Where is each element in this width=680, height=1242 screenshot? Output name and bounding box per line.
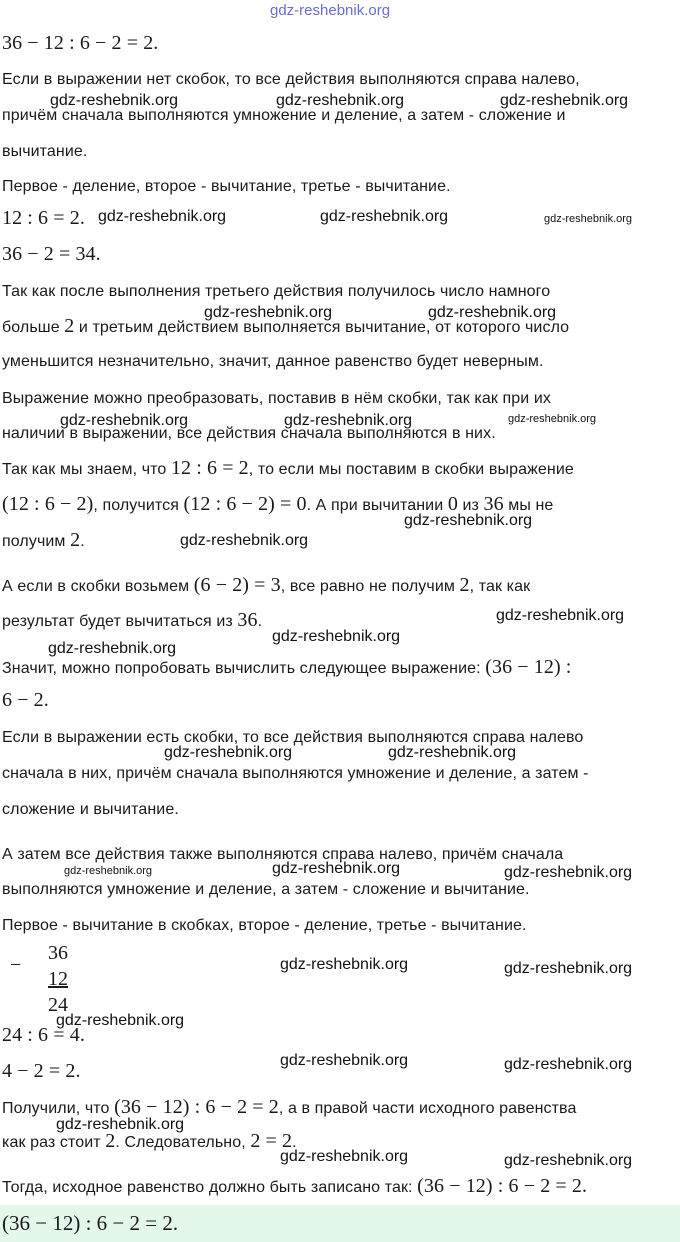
step-division: 12 : 6 = 2. (2, 207, 85, 229)
paragraph-line (2, 458, 574, 480)
column-minuend: 36 (48, 942, 68, 964)
watermark[interactable]: gdz-reshebnik.org (56, 1012, 185, 1029)
watermark[interactable]: gdz-reshebnik.org (180, 532, 309, 549)
text-fragment: как раз стоит (2, 1134, 106, 1151)
paragraph-line: уменьшится незначительно, значит, данное равенство будет неверным. (2, 353, 544, 370)
watermark[interactable]: gdz-reshebnik.org (60, 412, 189, 429)
watermark[interactable]: gdz-reshebnik.org (280, 1052, 409, 1069)
watermark[interactable]: gdz-reshebnik.org (48, 640, 177, 657)
paragraph-line: причём сначала выполняются умножение и деление, а затем - сложение и (2, 107, 566, 124)
paragraph-line (2, 1131, 297, 1153)
watermark[interactable]: gdz-reshebnik.org (504, 864, 633, 881)
paragraph-line (2, 575, 530, 597)
math-inline: 2 (70, 529, 81, 551)
watermark[interactable]: gdz-reshebnik.org (500, 92, 629, 109)
text-fragment: . (80, 533, 85, 550)
math-inline: (12 : 6 − 2) (2, 493, 94, 515)
watermark[interactable]: gdz-reshebnik.org (204, 304, 333, 321)
math-inline: 12 : 6 = 2 (170, 457, 249, 479)
answer-expression: (36 − 12) : 6 − 2 = 2. (2, 1211, 179, 1235)
text-fragment: и третьим действием выполняется вычитание, от которого число (74, 319, 570, 336)
watermark[interactable]: gdz-reshebnik.org (496, 607, 625, 624)
text-fragment: . (257, 613, 263, 630)
text-fragment: из (457, 497, 484, 514)
watermark[interactable]: gdz-reshebnik.org (504, 1056, 633, 1073)
paragraph-line: Первое - деление, второе - вычитание, третье - вычитание. (2, 178, 451, 195)
column-result: 24 (48, 994, 68, 1016)
watermark[interactable]: gdz-reshebnik.org (320, 208, 449, 225)
watermark[interactable]: gdz-reshebnik.org (272, 860, 401, 877)
text-fragment: Тогда, исходное равенство должно быть записано так: (2, 1179, 418, 1196)
paragraph-line (2, 657, 571, 679)
paragraph-line: сложение и вычитание. (2, 801, 179, 818)
paragraph-line: Выражение можно преобразовать, поставив в нём скобки, так как при их (2, 390, 551, 407)
text-fragment: больше (2, 319, 65, 336)
math-inline: (6 − 2) = 3 (193, 574, 281, 596)
text-fragment: Значит, можно попробовать вычислить следующее выражение: (2, 660, 486, 677)
text-fragment: , все равно не получим (280, 578, 460, 595)
paragraph-line: Первое - вычитание в скобках, второе - деление, третье - вычитание. (2, 917, 527, 934)
watermark[interactable]: gdz-reshebnik.org (276, 92, 405, 109)
text-fragment: мы не (503, 497, 554, 514)
text-fragment: результат будет вычитаться из (2, 613, 238, 630)
math-inline: 2 (459, 574, 470, 596)
watermark[interactable]: gdz-reshebnik.org (50, 92, 179, 109)
watermark[interactable]: gdz-reshebnik.org (504, 1152, 633, 1169)
text-fragment: Получили, что (2, 1100, 115, 1117)
paragraph-line: Так как после выполнения третьего действия получилось число намного (2, 283, 551, 300)
paragraph-line: сначала в них, причём сначала выполняются умножение и деление, а затем - (2, 765, 589, 782)
math-inline: (36 − 12) : 6 − 2 = 2 (114, 1096, 279, 1118)
watermark[interactable]: gdz-reshebnik.org (98, 208, 227, 225)
watermark-top[interactable]: gdz-reshebnik.org (270, 2, 391, 19)
step-subtraction: 36 − 2 = 34. (2, 243, 101, 265)
text-fragment: . А при вычитании (306, 497, 448, 514)
column-minus-sign: − (10, 954, 22, 976)
paragraph-line: выполняются умножение и деление, а затем - сложение и вычитание. (2, 881, 530, 898)
math-inline: 2 = 2 (250, 1130, 293, 1152)
paragraph-line: А затем все действия также выполняются справа налево, причём сначала (2, 846, 564, 863)
paragraph-line (2, 530, 85, 552)
watermark[interactable]: gdz-reshebnik.org (164, 744, 293, 761)
math-inline: (36 − 12) : 6 − 2 = 2. (417, 1175, 588, 1197)
watermark[interactable]: gdz-reshebnik.org (272, 628, 401, 645)
watermark[interactable]: gdz-reshebnik.org (64, 865, 153, 877)
expression-original: 36 − 12 : 6 − 2 = 2. (2, 32, 159, 54)
watermark[interactable]: gdz-reshebnik.org (404, 512, 533, 529)
text-fragment: получим (2, 533, 71, 550)
watermark[interactable]: gdz-reshebnik.org (280, 956, 409, 973)
text-fragment: . (292, 1134, 297, 1151)
paragraph-line (2, 1176, 587, 1198)
watermark[interactable]: gdz-reshebnik.org (56, 1116, 185, 1133)
paragraph-line: наличии в выражении, все действия сначала выполняются в них. (2, 425, 496, 442)
text-fragment: , а в правой части исходного равенства (278, 1100, 577, 1117)
paragraph-line: вычитание. (2, 143, 88, 160)
watermark[interactable]: gdz-reshebnik.org (280, 1148, 409, 1165)
paragraph-line: Если в выражении нет скобок, то все действия выполняются справа налево, (2, 71, 580, 88)
text-fragment: . Следовательно, (115, 1134, 251, 1151)
step-subtraction-2: 4 − 2 = 2. (2, 1060, 81, 1082)
paragraph-line (2, 610, 262, 632)
math-line: 6 − 2. (2, 689, 49, 711)
text-fragment: , то если мы поставим в скобки выражение (248, 461, 574, 478)
watermark[interactable]: gdz-reshebnik.org (284, 412, 413, 429)
text-fragment: , получится (93, 497, 184, 514)
text-fragment: Так как мы знаем, что (2, 461, 171, 478)
math-inline: 0 (447, 493, 458, 515)
step-division-2: 24 : 6 = 4. (2, 1024, 85, 1046)
watermark[interactable]: gdz-reshebnik.org (544, 213, 633, 225)
text-fragment: А если в скобки возьмем (2, 578, 194, 595)
math-inline: (12 : 6 − 2) = 0 (183, 493, 307, 515)
watermark[interactable]: gdz-reshebnik.org (428, 304, 557, 321)
column-subtrahend: 12 (48, 968, 68, 990)
math-inline: 36 (237, 609, 258, 631)
watermark[interactable]: gdz-reshebnik.org (508, 413, 597, 425)
watermark[interactable]: gdz-reshebnik.org (504, 960, 633, 977)
paragraph-line: Если в выражении есть скобки, то все действия выполняются справа налево (2, 729, 584, 746)
math-inline: 2 (105, 1130, 116, 1152)
watermark[interactable]: gdz-reshebnik.org (388, 744, 517, 761)
math-inline: 2 (64, 315, 75, 337)
answer-box (0, 1205, 680, 1242)
math-inline: (36 − 12) : (485, 656, 572, 678)
text-fragment: , так как (469, 578, 531, 595)
math-inline: 36 (483, 493, 504, 515)
